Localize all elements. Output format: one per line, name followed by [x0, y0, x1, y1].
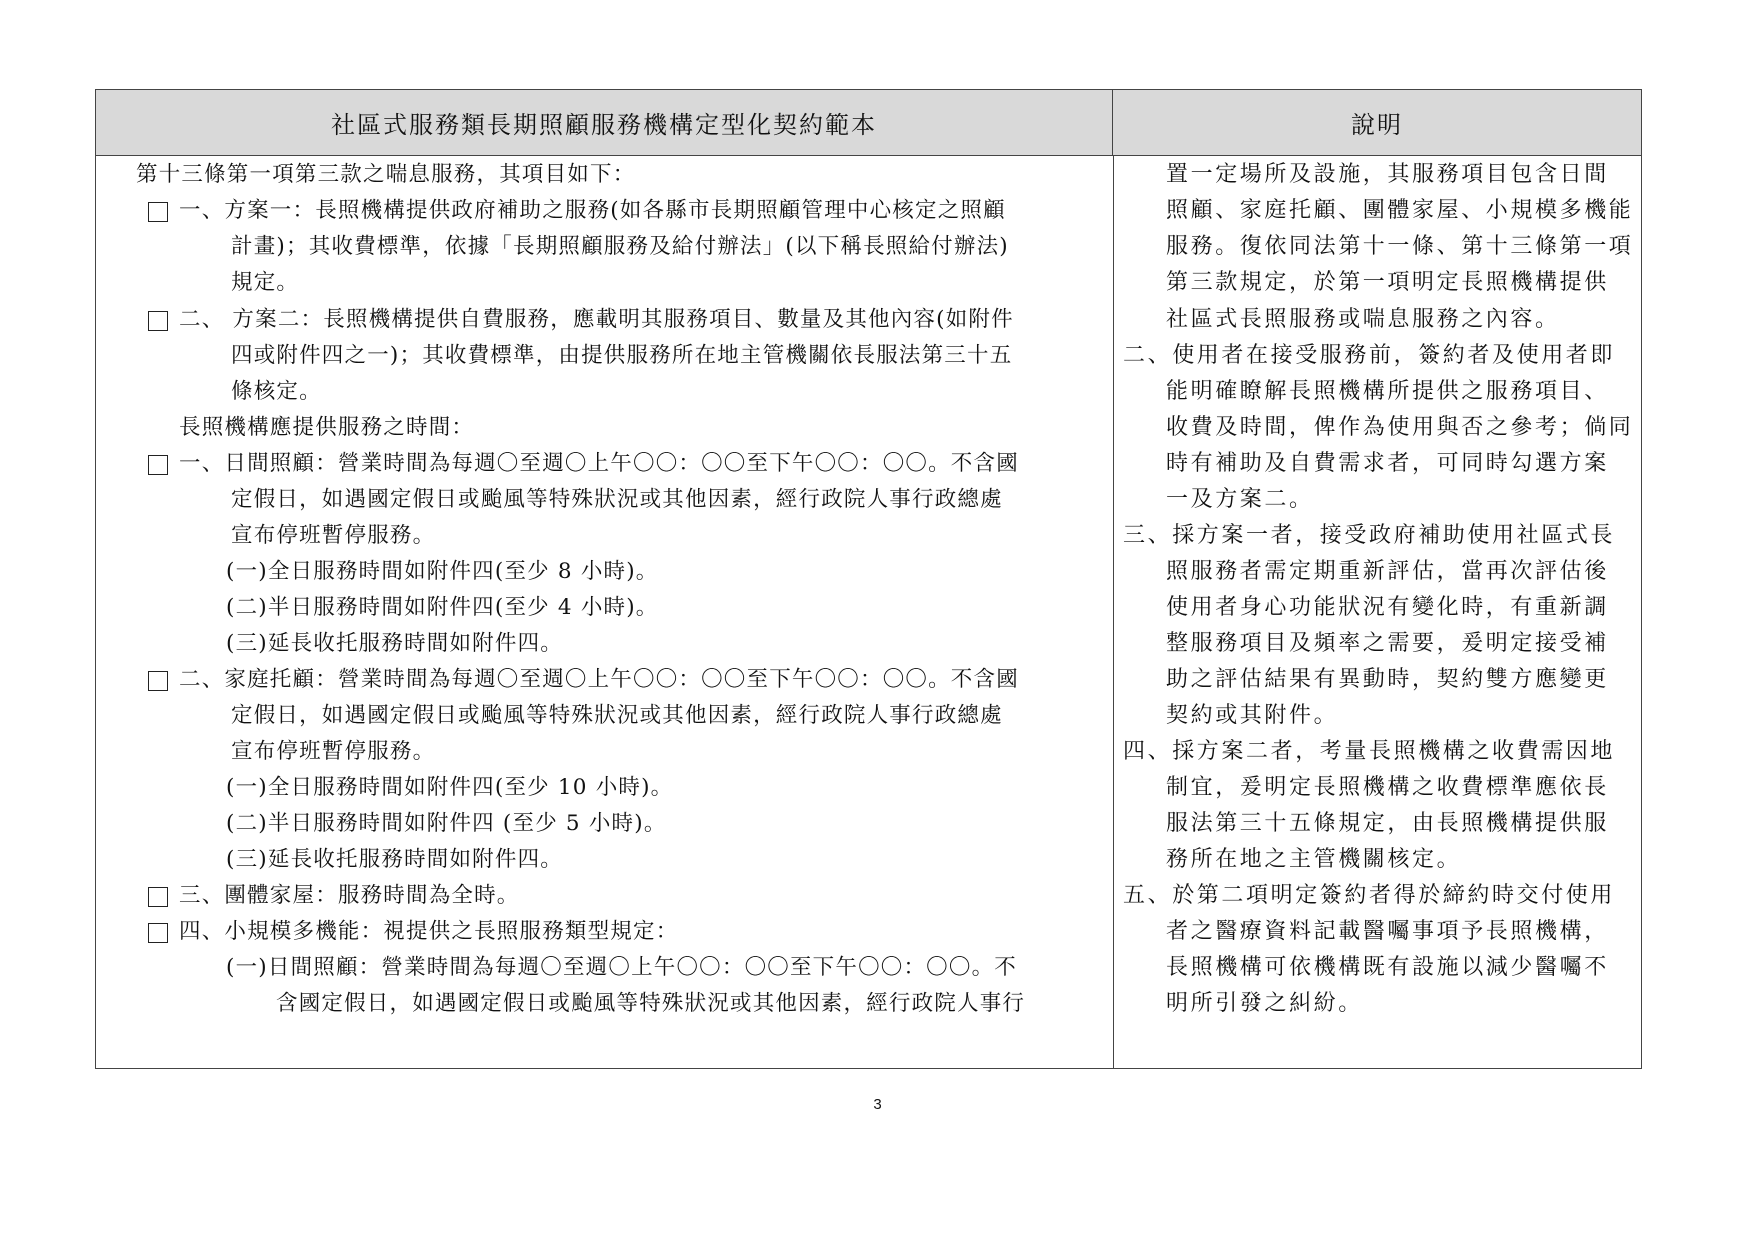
- contract-line: (一)全日服務時間如附件四(至少 8 小時)。: [226, 559, 659, 584]
- contract-line: 定假日，如遇國定假日或颱風等特殊狀況或其他因素，經行政院人事行政總處: [231, 487, 1003, 512]
- explanation-line: 一及方案二。: [1166, 487, 1314, 512]
- explanation-line: 收費及時間，俾作為使用與否之參考；倘同: [1166, 415, 1634, 440]
- explanation-line: 照顧、家庭托顧、團體家屋、小規模多機能: [1166, 198, 1634, 223]
- contract-line: (三)延長收托服務時間如附件四。: [226, 631, 563, 656]
- column-header-explanation: [1113, 90, 1641, 156]
- contract-line: 長照機構應提供服務之時間：: [179, 415, 475, 440]
- contract-line: (二)半日服務時間如附件四 (至少 5 小時)。: [226, 811, 667, 836]
- contract-line: 宣布停班暫停服務。: [231, 523, 436, 548]
- explanation-line: 者之醫療資料記載醫囑事項予長照機構，: [1166, 919, 1609, 944]
- explanation-line: 服務。復依同法第十一條、第十三條第一項: [1166, 234, 1634, 259]
- contract-line: (二)半日服務時間如附件四(至少 4 小時)。: [226, 595, 659, 620]
- contract-line: (一)全日服務時間如附件四(至少 10 小時)。: [226, 775, 674, 800]
- family-care-checkbox[interactable]: [148, 671, 168, 691]
- explanation-line: 三、採方案一者，接受政府補助使用社區式長: [1123, 523, 1616, 548]
- contract-line: 計畫)；其收費標準，依據「長期照顧服務及給付辦法」(以下稱長照給付辦法): [231, 234, 1009, 259]
- explanation-line: 務所在地之主管機關核定。: [1166, 847, 1462, 872]
- contract-line: 二、 方案二：長照機構提供自費服務，應載明其服務項目、數量及其他內容(如附件: [179, 307, 1014, 332]
- contract-line: (三)延長收托服務時間如附件四。: [226, 847, 563, 872]
- contract-line: 四或附件四之一)；其收費標準，由提供服務所在地主管機關依長服法第三十五: [231, 343, 1013, 368]
- explanation-line: 第三款規定，於第一項明定長照機構提供: [1166, 270, 1609, 295]
- explanation-line: 社區式長照服務或喘息服務之內容。: [1166, 307, 1560, 332]
- column-divider: [1113, 156, 1114, 1068]
- explanation-line: 長照機構可依機構既有設施以減少醫囑不: [1166, 955, 1609, 980]
- explanation-line: 助之評估結果有異動時，契約雙方應變更: [1166, 667, 1609, 692]
- contract-line: 含國定假日，如遇國定假日或颱風等特殊狀況或其他因素，經行政院人事行: [276, 991, 1026, 1016]
- explanation-line: 二、使用者在接受服務前，簽約者及使用者即: [1123, 343, 1616, 368]
- contract-line: (一)日間照顧：營業時間為每週〇至週〇上午〇〇：〇〇至下午〇〇：〇〇。不: [226, 955, 1017, 980]
- explanation-line: 置一定場所及設施，其服務項目包含日間: [1166, 162, 1609, 187]
- explanation-line: 五、於第二項明定簽約者得於締約時交付使用: [1123, 883, 1616, 908]
- contract-line: 條核定。: [231, 379, 322, 404]
- explanation-line: 制宜，爰明定長照機構之收費標準應依長: [1166, 775, 1609, 800]
- column-header-contract-text: 社區式服務類長期照顧服務機構定型化契約範本: [331, 111, 877, 139]
- column-header-explanation-text: 說明: [1351, 111, 1403, 139]
- explanation-line: 四、採方案二者，考量長照機構之收費需因地: [1123, 739, 1616, 764]
- plan2-checkbox[interactable]: [148, 311, 168, 331]
- column-header-contract: [96, 90, 1113, 156]
- contract-line: 宣布停班暫停服務。: [231, 739, 436, 764]
- small-multifunction-checkbox[interactable]: [148, 923, 168, 943]
- explanation-line: 服法第三十五條規定，由長照機構提供服: [1166, 811, 1609, 836]
- contract-line: 三、團體家屋：服務時間為全時。: [179, 883, 520, 908]
- contract-line: 第十三條第一項第三款之喘息服務，其項目如下：: [136, 162, 636, 187]
- explanation-line: 整服務項目及頻率之需要，爰明定接受補: [1166, 631, 1609, 656]
- contract-line: 一、日間照顧：營業時間為每週〇至週〇上午〇〇：〇〇至下午〇〇：〇〇。不含國: [179, 451, 1019, 476]
- contract-line: 四、小規模多機能：視提供之長照服務類型規定：: [179, 919, 679, 944]
- contract-line: 規定。: [231, 270, 300, 295]
- page-number: 3: [873, 1096, 882, 1113]
- explanation-line: 能明確瞭解長照機構所提供之服務項目、: [1166, 379, 1609, 404]
- explanation-line: 照服務者需定期重新評估，當再次評估後: [1166, 559, 1609, 584]
- document-table: [95, 89, 1642, 1069]
- contract-line: 定假日，如遇國定假日或颱風等特殊狀況或其他因素，經行政院人事行政總處: [231, 703, 1003, 728]
- explanation-line: 使用者身心功能狀況有變化時，有重新調: [1166, 595, 1609, 620]
- contract-line: 一、方案一：長照機構提供政府補助之服務(如各縣市長期照顧管理中心核定之照顧: [179, 198, 1006, 223]
- day-care-checkbox[interactable]: [148, 455, 168, 475]
- explanation-line: 時有補助及自費需求者，可同時勾選方案: [1166, 451, 1609, 476]
- group-home-checkbox[interactable]: [148, 887, 168, 907]
- explanation-line: 明所引發之糾紛。: [1166, 991, 1363, 1016]
- explanation-line: 契約或其附件。: [1166, 703, 1339, 728]
- plan1-checkbox[interactable]: [148, 202, 168, 222]
- contract-line: 二、家庭托顧：營業時間為每週〇至週〇上午〇〇：〇〇至下午〇〇：〇〇。不含國: [179, 667, 1019, 692]
